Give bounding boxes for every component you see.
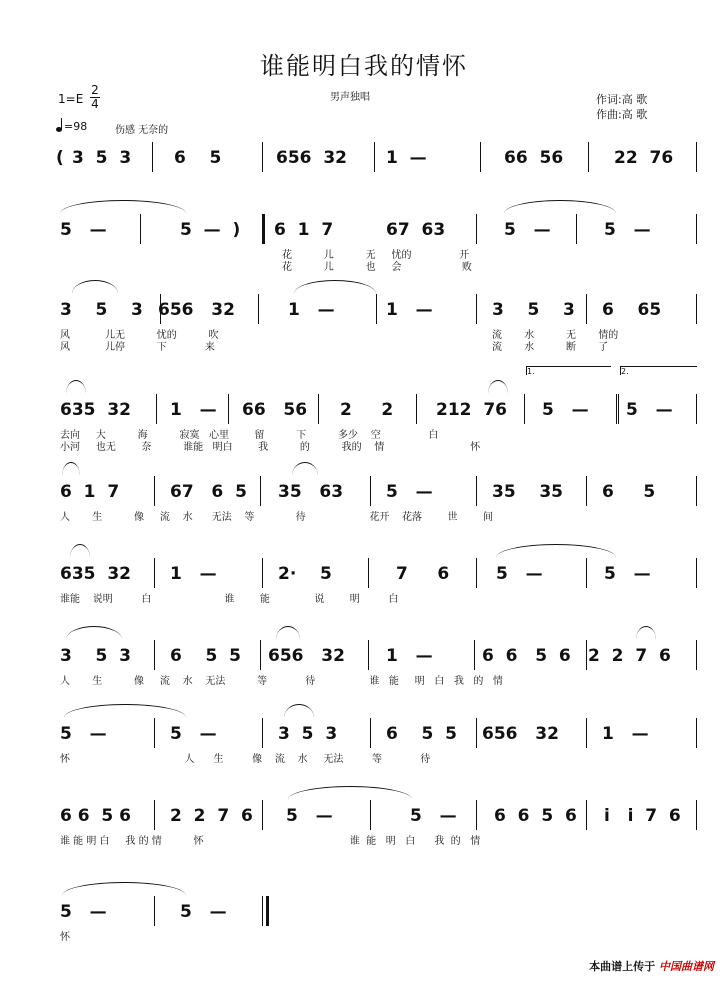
slur xyxy=(62,882,186,909)
lyrics-verse-1: 人 生 像 流 水 无法 等 待 谁 能 明 白 我 的 情 xyxy=(60,676,503,687)
bar-line xyxy=(262,896,263,926)
bar-line xyxy=(696,718,697,748)
slur xyxy=(66,380,86,407)
lyrics-verse-1: 人 生 像 流 水 无法 等 待 花开 花落 世 间 xyxy=(60,512,493,523)
measure-notes: 5 — xyxy=(386,482,433,502)
bar-line xyxy=(696,476,697,506)
bar-line xyxy=(154,476,155,506)
bar-line xyxy=(370,718,371,748)
bar-line xyxy=(368,558,369,588)
measure-notes: 6 65 xyxy=(602,300,662,320)
measure-notes: 6 6 5 6 xyxy=(494,806,577,826)
slur xyxy=(292,462,318,489)
lyrics-verse-2: 风 儿停 下 来 xyxy=(60,342,215,353)
performance-note: 男声独唱 xyxy=(330,92,370,103)
measure-notes: 3 5 3 xyxy=(60,300,143,320)
lyricist: 作词:高 歌 xyxy=(596,93,648,106)
measure-notes: 6 5 5 xyxy=(170,646,241,666)
credits xyxy=(596,92,647,122)
slur xyxy=(60,200,186,227)
lyrics-verse-1: 怀 人 生 像 流 水 无法 等 待 xyxy=(60,754,431,765)
measure-notes: 22 76 xyxy=(614,148,674,168)
bar-line xyxy=(696,142,697,172)
measure-notes: 1 — xyxy=(288,300,335,320)
measure-notes: 3 5 3 xyxy=(278,724,338,744)
bar-line xyxy=(696,640,697,670)
slur xyxy=(496,544,616,571)
bar-line xyxy=(260,640,261,670)
lyrics-verse-1: 谁能 说明 白 谁 能 说 明 白 xyxy=(60,594,399,605)
composer: 作曲:高 歌 xyxy=(596,108,648,121)
measure-notes: 2 2 7 6 xyxy=(170,806,253,826)
lyrics-verse-1: 流 水 无 情的 xyxy=(492,330,619,341)
bar-line xyxy=(262,558,263,588)
measure-notes: 6 5 xyxy=(602,482,656,502)
bar-line xyxy=(152,142,153,172)
bar-line xyxy=(476,294,477,324)
slur xyxy=(636,626,656,653)
slur xyxy=(294,280,376,307)
score-line-9 xyxy=(56,806,696,866)
footer-text: 本曲谱上传于 xyxy=(589,960,656,973)
measure-notes: 66 56 xyxy=(504,148,564,168)
lyrics-verse-1: 风 儿无 忧的 吹 xyxy=(60,330,219,341)
measure-notes: 5 — xyxy=(170,724,217,744)
bar-line xyxy=(696,800,697,830)
bar-line xyxy=(160,294,161,324)
measure-notes: 6 5 5 xyxy=(386,724,457,744)
bar-line xyxy=(156,394,157,424)
bar-line xyxy=(154,558,155,588)
bar-line xyxy=(318,394,319,424)
bar-line xyxy=(476,558,477,588)
bar-line xyxy=(586,800,587,830)
measure-notes: 1 — xyxy=(170,400,217,420)
measure-notes: 212 76 xyxy=(436,400,507,420)
lyrics-verse-1: 花 儿 无 忧的 开 xyxy=(282,250,470,261)
slur xyxy=(504,200,616,227)
score-line-4 xyxy=(56,367,696,460)
bar-line xyxy=(476,800,477,830)
measure-notes: 635 32 xyxy=(60,400,131,420)
bar-line xyxy=(696,558,697,588)
score-line-1 xyxy=(56,148,696,208)
measure-notes: i i 7 6 xyxy=(604,806,681,826)
bar-line xyxy=(262,800,263,830)
lyrics-verse-2: 小河 也无 奈 谁能 明白 我 的 我的 情 怀 xyxy=(60,442,481,453)
measure-notes: 5 — xyxy=(626,400,673,420)
measure-notes: 66 56 xyxy=(242,400,308,420)
measure-notes: 1 — xyxy=(386,148,427,168)
time-signature xyxy=(90,84,100,111)
measure-notes: 6 6 5 6 xyxy=(482,646,571,666)
measure-notes: 1 — xyxy=(602,724,649,744)
volta-bracket: 2. xyxy=(620,366,697,375)
slur xyxy=(276,626,300,653)
measure-notes: ( xyxy=(56,148,64,168)
bar-line xyxy=(228,394,229,424)
bar-line xyxy=(258,294,259,324)
notation xyxy=(56,564,696,588)
measure-notes: 2 2 xyxy=(340,400,394,420)
lyrics-verse-2: 花 儿 也 会 败 xyxy=(282,262,472,273)
slur xyxy=(62,462,80,489)
score-line-5 xyxy=(56,482,696,542)
tempo-value: =98 xyxy=(64,120,88,133)
measure-notes: 2 2 7 6 xyxy=(588,646,671,666)
page-title: 谁能明白我的情怀 xyxy=(260,52,468,80)
measure-notes: 5 — ) xyxy=(180,220,241,240)
bar-line xyxy=(586,294,587,324)
key-signature: 1=E xyxy=(58,92,84,106)
volta-bracket: 1. xyxy=(526,366,611,375)
bar-line xyxy=(370,476,371,506)
measure-notes: 5 — xyxy=(60,724,107,744)
bar-line xyxy=(154,640,155,670)
measure-notes: 5 — xyxy=(286,806,333,826)
measure-notes: 5 — xyxy=(496,564,543,584)
tempo-marking xyxy=(56,120,87,133)
bar-line xyxy=(588,142,589,172)
measure-notes: 5 — xyxy=(60,902,107,922)
quarter-note-icon xyxy=(56,127,62,132)
score-line-3 xyxy=(56,300,696,360)
bar-line xyxy=(374,142,375,172)
measure-notes: 635 32 xyxy=(60,564,131,584)
bar-line xyxy=(480,142,481,172)
lyrics-verse-2: 流 水 断 了 xyxy=(492,342,609,353)
measure-notes: 3 5 3 xyxy=(492,300,575,320)
slur xyxy=(488,380,508,407)
measure-notes: 6 1 7 xyxy=(60,482,120,502)
measure-notes: 656 32 xyxy=(482,724,559,744)
measure-notes: 6 5 xyxy=(174,148,222,168)
measure-notes: 67 63 xyxy=(386,220,446,240)
bar-line xyxy=(262,142,263,172)
bar-line xyxy=(476,718,477,748)
measure-notes: 7 6 xyxy=(396,564,450,584)
measure-notes: 3 5 3 xyxy=(60,646,131,666)
notation xyxy=(56,646,696,670)
lyrics-verse-1: 谁 能 明 白 我 的 情 怀 谁 能 明 白 我 的 情 xyxy=(60,836,481,847)
measure-notes: 35 35 xyxy=(492,482,563,502)
bar-line xyxy=(586,476,587,506)
measure-notes: 2· 5 xyxy=(278,564,332,584)
measure-notes: 5 — xyxy=(180,902,227,922)
lyrics-verse-1: 怀 xyxy=(60,932,70,943)
bar-line xyxy=(616,394,622,424)
slur xyxy=(64,704,186,731)
lyrics-verse-1: 去向 大 海 寂寞 心里 留 下 多少 空 白 xyxy=(60,430,439,441)
measure-notes: 6 6 5 6 xyxy=(60,806,131,826)
measure-notes: 1 — xyxy=(386,300,433,320)
slur xyxy=(284,704,314,731)
slur xyxy=(70,544,90,571)
slur xyxy=(66,626,122,653)
measure-notes: 1 — xyxy=(386,646,433,666)
measure-notes: 3 5 3 xyxy=(72,148,132,168)
score-line-10 xyxy=(56,902,696,962)
bar-line xyxy=(260,476,261,506)
measure-notes: 656 32 xyxy=(268,646,345,666)
site-logo: 中国曲谱网 xyxy=(659,960,714,973)
bar-line xyxy=(376,294,377,324)
measure-notes: 656 32 xyxy=(158,300,235,320)
score-line-8 xyxy=(56,724,696,784)
bar-line xyxy=(696,394,697,424)
footer xyxy=(589,958,714,974)
slur xyxy=(288,786,412,813)
measure-notes: 656 32 xyxy=(276,148,347,168)
time-denominator: 4 xyxy=(91,97,99,111)
measure-notes: 5 — xyxy=(60,220,107,240)
measure-notes: 67 6 5 xyxy=(170,482,247,502)
bar-line xyxy=(368,640,369,670)
measure-notes: 5 — xyxy=(410,806,457,826)
measure-notes: 1 — xyxy=(170,564,217,584)
bar-line xyxy=(154,800,155,830)
bar-line xyxy=(262,214,265,244)
bar-line xyxy=(476,476,477,506)
bar-line xyxy=(474,640,475,670)
time-numerator: 2 xyxy=(91,83,99,97)
bar-line xyxy=(696,214,697,244)
bar-line xyxy=(586,640,587,670)
score-line-2 xyxy=(56,220,696,280)
bar-line xyxy=(524,394,525,424)
measure-notes: 5 — xyxy=(542,400,589,420)
notation xyxy=(56,400,696,424)
bar-line xyxy=(476,214,477,244)
measure-notes: 5 — xyxy=(604,564,651,584)
bar-line xyxy=(586,718,587,748)
expression-marking: 伤感 无奈的 xyxy=(115,125,169,136)
slur xyxy=(72,280,118,307)
measure-notes: 5 — xyxy=(504,220,551,240)
measure-notes: 35 63 xyxy=(278,482,344,502)
bar-line xyxy=(262,718,263,748)
score-line-7 xyxy=(56,646,696,706)
bar-line xyxy=(416,394,417,424)
score-line-6 xyxy=(56,564,696,624)
measure-notes: 6 1 7 xyxy=(274,220,334,240)
bar-line xyxy=(696,294,697,324)
measure-notes: 5 — xyxy=(604,220,651,240)
notation xyxy=(56,482,696,506)
